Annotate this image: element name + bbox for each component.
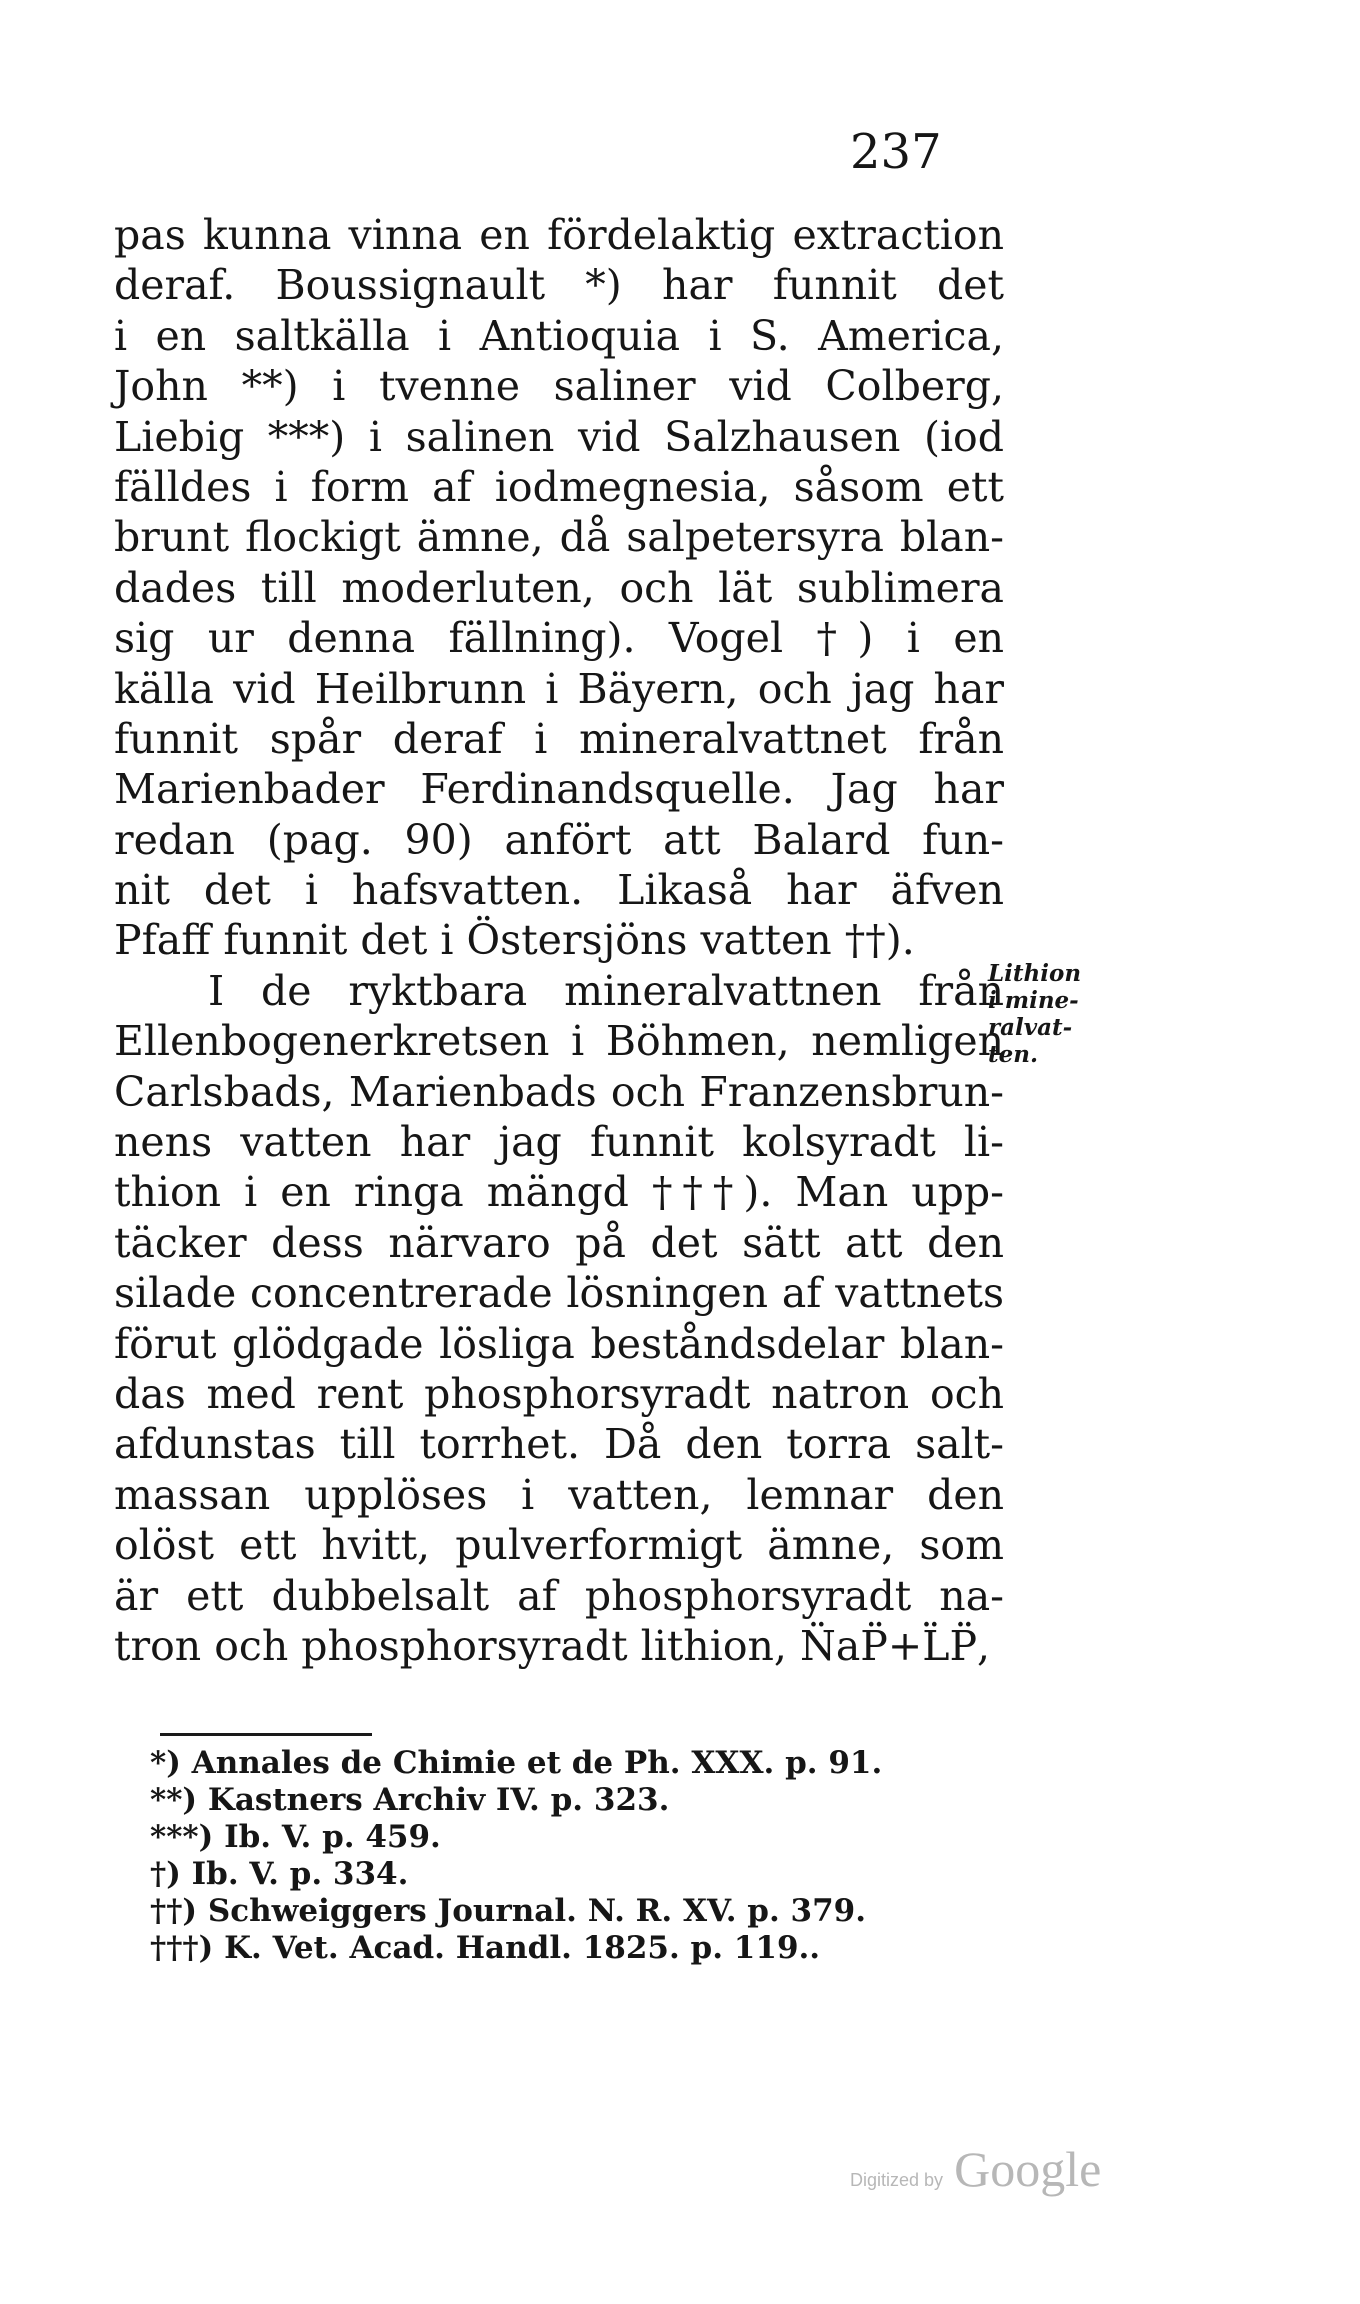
footnotes (150, 1745, 970, 1967)
text-line: Pfaff funnit det i Östersjöns vatten ††). (114, 916, 915, 965)
footnote-divider (160, 1733, 372, 1736)
margin-note-line: ten. (988, 1041, 1038, 1068)
text-line: förut glödgade lösliga beståndsdelar blan- (114, 1319, 1004, 1368)
text-line: deraf. Boussignault *) har funnit det (114, 261, 1004, 310)
margin-note-line: ralvat- (988, 1014, 1073, 1041)
text-line: silade concentrerade lösningen af vattnets (114, 1269, 1004, 1318)
margin-note (988, 960, 1118, 1068)
text-line: Ellenbogenerkretsen i Böhmen, nemligen (114, 1017, 1004, 1066)
text-line: källa vid Heilbrunn i Bäyern, och jag har (114, 664, 1004, 713)
text-line: massan upplöses i vatten, lemnar den (114, 1470, 1004, 1519)
text-line: das med rent phosphorsyradt natron och (114, 1369, 1004, 1418)
body-text (114, 210, 1004, 1671)
text-line: tron och phosphorsyradt lithion, N̈aP̈+L̈P̈, (114, 1621, 991, 1670)
text-line: Marienbader Ferdinandsquelle. Jag har (114, 765, 1004, 814)
text-line: redan (pag. 90) anfört att Balard fun- (114, 815, 1004, 864)
text-line: täcker dess närvaro på det sätt att den (114, 1218, 1004, 1267)
text-line: nens vatten har jag funnit kolsyradt li- (114, 1118, 1004, 1167)
text-line: Liebig ***) i salinen vid Salzhausen (iod (114, 412, 1004, 461)
google-logo: Google (954, 2141, 1102, 2197)
text-line: är ett dubbelsalt af phosphorsyradt na- (114, 1571, 1004, 1620)
text-line: thion i en ringa mängd †††). Man upp- (114, 1168, 1004, 1217)
text-line: sig ur denna fällning). Vogel †) i en (114, 614, 1004, 663)
text-line: olöst ett hvitt, pulverformigt ämne, som (114, 1521, 1004, 1570)
footnote: †) Ib. V. p. 334. (150, 1856, 409, 1892)
footnote: ††) Schweiggers Journal. N. R. XV. p. 379. (150, 1893, 867, 1929)
margin-note-line: i mine- (988, 987, 1079, 1014)
margin-note-line: Lithion (988, 960, 1082, 987)
footnote: ***) Ib. V. p. 459. (150, 1819, 441, 1855)
watermark-prefix: Digitized by (850, 2170, 944, 2190)
text-line: I de ryktbara mineralvattnen från (208, 966, 1004, 1015)
text-line: funnit spår deraf i mineralvattnet från (114, 714, 1004, 763)
text-line: John **) i tvenne saliner vid Colberg, (114, 362, 1004, 411)
digitized-watermark (850, 2140, 1101, 2198)
text-line: brunt flockigt ämne, då salpetersyra blan- (114, 513, 1004, 562)
footnote: **) Kastners Archiv IV. p. 323. (150, 1782, 670, 1818)
footnote: †††) K. Vet. Acad. Handl. 1825. p. 119.. (150, 1930, 821, 1966)
text-line: fälldes i form af iodmegnesia, såsom ett (114, 462, 1004, 511)
text-line: dades till moderluten, och lät sublimera (114, 563, 1004, 612)
text-line: i en saltkälla i Antioquia i S. America, (114, 311, 1004, 360)
text-line: Carlsbads, Marienbads och Franzensbrun- (114, 1067, 1004, 1116)
page-number: 237 (850, 124, 942, 180)
text-line: nit det i hafsvatten. Likaså har äfven (114, 866, 1004, 915)
text-line: pas kunna vinna en fördelaktig extraction (114, 211, 1004, 259)
text-line: afdunstas till torrhet. Då den torra salt- (114, 1420, 1004, 1469)
footnote: *) Annales de Chimie et de Ph. XXX. p. 91. (150, 1745, 883, 1781)
